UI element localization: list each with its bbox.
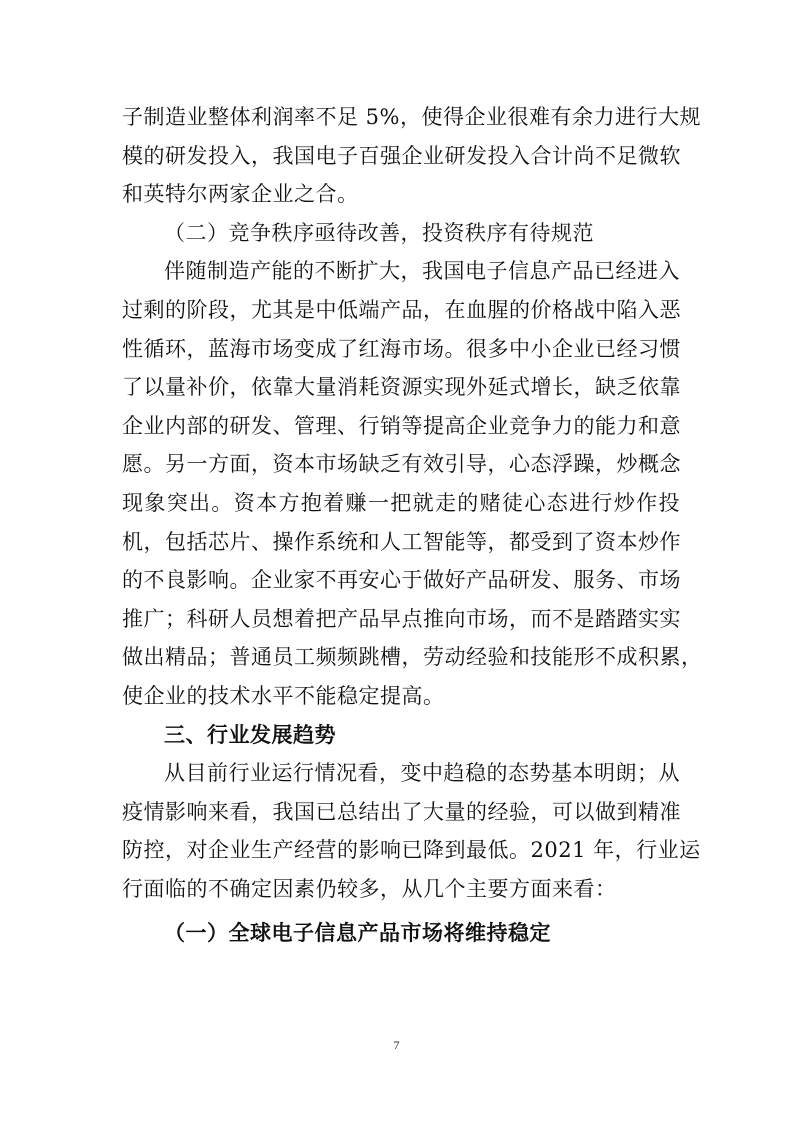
document-body: [122, 98, 703, 953]
text-line: 使企业的技术水平不能稳定提高。: [122, 683, 445, 708]
paragraph-2: [122, 252, 703, 715]
text-line: 推广；科研人员想着把产品早点推向市场，而不是踏踏实实: [122, 606, 681, 631]
text-line: 子制造业整体利润率不足 5%，使得企业很难有余力进行大规: [122, 105, 701, 129]
text-line: 机，包括芯片、操作系统和人工智能等，都受到了资本炒作: [122, 529, 681, 554]
text-line: 了以量补价，依靠大量消耗资源实现外延式增长，缺乏依靠: [122, 375, 681, 400]
text-line: 现象突出。资本方抱着赚一把就走的赌徒心态进行炒作投: [122, 490, 680, 515]
text-line: 行面临的不确定因素仍较多，从几个主要方面来看：: [122, 876, 617, 901]
text-line: 过剩的阶段，尤其是中低端产品，在血腥的价格战中陷入恶: [122, 297, 681, 322]
text-line: 做出精品；普通员工频频跳槽，劳动经验和技能形不成积累，: [122, 645, 703, 670]
section-heading-4: （一）全球电子信息产品市场将维持稳定: [164, 921, 551, 946]
text-line: 从目前行业运行情况看，变中趋稳的态势基本明朗；从: [164, 761, 680, 786]
text-line: 伴随制造产能的不断扩大，我国电子信息产品已经进入: [164, 259, 680, 284]
section-heading-3: 三、行业发展趋势: [164, 722, 336, 747]
text-line: 愿。另一方面，资本市场缺乏有效引导，心态浮躁，炒概念: [122, 452, 681, 477]
text-line: 的不良影响。企业家不再安心于做好产品研发、服务、市场: [122, 568, 681, 593]
paragraph-3: [122, 754, 701, 908]
text-line: 企业内部的研发、管理、行销等提高企业竞争力的能力和意: [122, 413, 681, 438]
text-line: 和英特尔两家企业之合。: [122, 182, 359, 207]
text-line: 性循环，蓝海市场变成了红海市场。很多中小企业已经习惯: [122, 336, 681, 361]
paragraph-1: [122, 98, 701, 214]
section-heading-2: （二）竞争秩序亟待改善，投资秩序有待规范: [164, 220, 594, 245]
text-line: 疫情影响来看，我国已总结出了大量的经验，可以做到精准: [122, 799, 681, 824]
text-line: 模的研发投入，我国电子百强企业研发投入合计尚不足微软: [122, 143, 681, 168]
text-line: 防控，对企业生产经营的影响已降到最低。2021 年，行业运: [122, 838, 701, 863]
page-number: 7: [393, 1038, 400, 1052]
